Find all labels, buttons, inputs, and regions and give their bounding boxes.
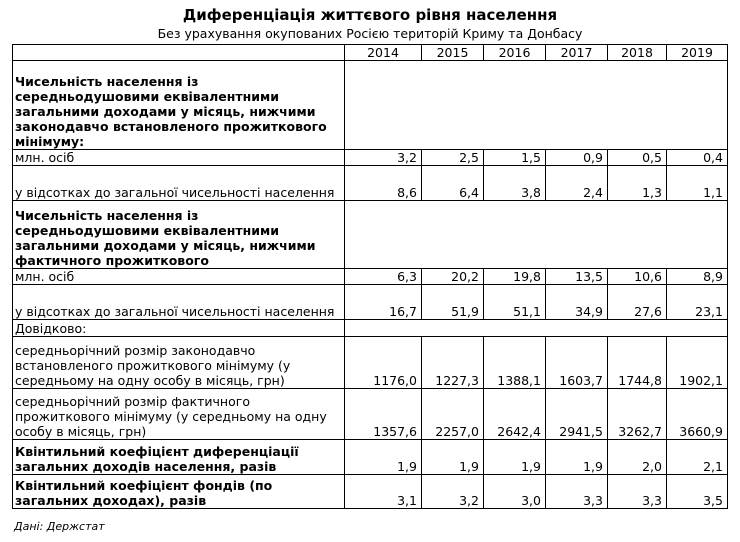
table-row: [13, 285, 728, 320]
value-cell: 1902,1: [667, 337, 728, 389]
value-cell: 20,2: [422, 269, 484, 285]
table-row: [13, 475, 728, 509]
value-cell: 51,9: [422, 285, 484, 320]
value-cell: 1,9: [484, 440, 546, 475]
value-cell: 51,1: [484, 285, 546, 320]
value-cell: 1,9: [422, 440, 484, 475]
value-cell: 2,1: [667, 440, 728, 475]
table-row: [13, 269, 728, 285]
empty-cell: [345, 320, 728, 337]
table-row: [13, 440, 728, 475]
table-subtitle: Без урахування окупованих Росією територій Криму та Донбасу: [157, 26, 583, 41]
value-cell: 8,6: [345, 166, 422, 201]
value-cell: 1,1: [667, 166, 728, 201]
row-label: млн. осіб: [13, 269, 345, 285]
year-header: 2015: [422, 45, 484, 61]
table-title: Диференціація життєвого рівня населення: [182, 6, 558, 24]
row-label: Квінтильний коефіцієнт фондів (по загальних доходах), разів: [13, 475, 345, 509]
section-header-row: [13, 320, 728, 337]
empty-cell: [345, 201, 728, 269]
value-cell: 1388,1: [484, 337, 546, 389]
value-cell: 3262,7: [608, 389, 667, 440]
value-cell: 27,6: [608, 285, 667, 320]
value-cell: 13,5: [546, 269, 608, 285]
value-cell: 2,5: [422, 150, 484, 166]
row-label: у відсотках до загальної чисельності населення: [13, 166, 345, 201]
year-header: 2019: [667, 45, 728, 61]
value-cell: 1176,0: [345, 337, 422, 389]
value-cell: 0,4: [667, 150, 728, 166]
value-cell: 1,9: [546, 440, 608, 475]
row-label: середньорічний розмір фактичного прожиткового мінімуму (у середньому на одну особу в місяць, грн): [13, 389, 345, 440]
value-cell: 2,0: [608, 440, 667, 475]
value-cell: 3,1: [345, 475, 422, 509]
row-label: середньорічний розмір законодавчо встановленого прожиткового мінімуму (у середньому на одну особу в місяць, грн): [13, 337, 345, 389]
value-cell: 3,2: [422, 475, 484, 509]
value-cell: 16,7: [345, 285, 422, 320]
table-row: [13, 389, 728, 440]
row-label: Довідково:: [13, 320, 345, 337]
source-note: Дані: Держстат: [14, 520, 105, 533]
value-cell: 3660,9: [667, 389, 728, 440]
value-cell: 1357,6: [345, 389, 422, 440]
value-cell: 8,9: [667, 269, 728, 285]
row-label: млн. осіб: [13, 150, 345, 166]
header-row: [13, 45, 728, 61]
row-label: Чисельність населення із середньодушовими еквівалентними загальними доходами у місяць, нижчими законодавчо встановленого прожиткового мінімуму:: [13, 61, 345, 150]
value-cell: 2257,0: [422, 389, 484, 440]
value-cell: 1,3: [608, 166, 667, 201]
value-cell: 1603,7: [546, 337, 608, 389]
value-cell: 2941,5: [546, 389, 608, 440]
value-cell: 1227,3: [422, 337, 484, 389]
value-cell: 1,9: [345, 440, 422, 475]
table-row: [13, 150, 728, 166]
value-cell: 3,2: [345, 150, 422, 166]
value-cell: 3,3: [546, 475, 608, 509]
value-cell: 3,3: [608, 475, 667, 509]
table-row: [13, 337, 728, 389]
value-cell: 19,8: [484, 269, 546, 285]
row-label: у відсотках до загальної чисельності населення: [13, 285, 345, 320]
year-header: 2018: [608, 45, 667, 61]
value-cell: 2,4: [546, 166, 608, 201]
section-header-row: [13, 61, 728, 150]
living-standard-table: [12, 44, 728, 509]
value-cell: 6,3: [345, 269, 422, 285]
value-cell: 34,9: [546, 285, 608, 320]
year-header: 2017: [546, 45, 608, 61]
value-cell: 10,6: [608, 269, 667, 285]
value-cell: 6,4: [422, 166, 484, 201]
value-cell: 1744,8: [608, 337, 667, 389]
value-cell: 3,8: [484, 166, 546, 201]
header-empty-cell: [13, 45, 345, 61]
value-cell: 1,5: [484, 150, 546, 166]
row-label: Чисельність населення із середньодушовими еквівалентними загальними доходами у місяць, нижчими фактичного прожиткового: [13, 201, 345, 269]
value-cell: 3,5: [667, 475, 728, 509]
table-row: [13, 166, 728, 201]
row-label: Квінтильний коефіцієнт диференціації загальних доходів населення, разів: [13, 440, 345, 475]
value-cell: 3,0: [484, 475, 546, 509]
year-header: 2016: [484, 45, 546, 61]
year-header: 2014: [345, 45, 422, 61]
value-cell: 0,9: [546, 150, 608, 166]
value-cell: 23,1: [667, 285, 728, 320]
empty-cell: [345, 61, 728, 150]
value-cell: 2642,4: [484, 389, 546, 440]
value-cell: 0,5: [608, 150, 667, 166]
section-header-row: [13, 201, 728, 269]
